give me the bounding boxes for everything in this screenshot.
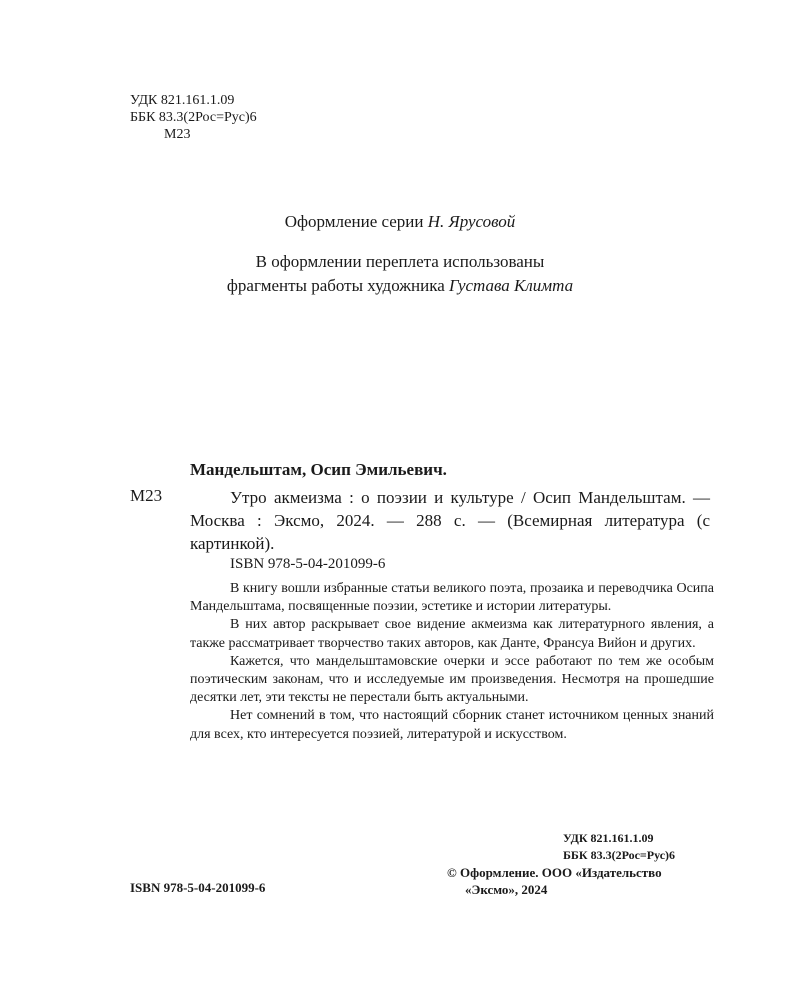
- copyright-notice: [447, 864, 662, 898]
- bottom-bbk-code: ББК 83.3(2Рос=Рус)6: [563, 848, 676, 862]
- annotation-paragraph: В книгу вошли избранные статьи великого поэта, прозаика и переводчика Осипа Мандельштама, посвященные поэзии, эстетике и истории литературы.: [190, 581, 714, 615]
- bibliographic-text: Утро акмеизма : о поэзии и культуре / Осип Мандельштам. — Москва : Эксмо, 2024. — 288 с. — (Всемирная литература (с картинкой).: [190, 488, 710, 553]
- artist-name: Густава Климта: [449, 276, 574, 295]
- annotation-paragraph: Нет сомнений в том, что настоящий сборник станет источником ценных знаний для всех, кто интересуется поэзией, литературой и искусством.: [190, 708, 714, 742]
- catalog-isbn: ISBN 978-5-04-201099-6: [230, 556, 386, 572]
- binding-note-prefix: фрагменты работы художника: [226, 276, 450, 295]
- author-mark: М23: [164, 127, 191, 142]
- copyright-line1: © Оформление. ООО «Издательство: [447, 865, 662, 880]
- binding-note: [0, 250, 800, 298]
- bibliographic-description: [190, 486, 710, 555]
- udk-code: УДК 821.161.1.09: [130, 93, 235, 108]
- copyright-line2: «Эксмо», 2024: [465, 882, 548, 897]
- author-heading: Мандельштам, Осип Эмильевич.: [190, 460, 447, 479]
- binding-note-line2: [0, 274, 800, 298]
- annotation: [190, 580, 714, 744]
- bottom-classification-codes: [563, 830, 675, 864]
- bbk-code: ББК 83.3(2Рос=Рус)6: [130, 110, 257, 125]
- bottom-udk-code: УДК 821.161.1.09: [563, 831, 654, 845]
- series-design-credit: [0, 212, 800, 232]
- binding-note-line1: В оформлении переплета использованы: [255, 252, 545, 271]
- catalog-author-mark: М23: [130, 486, 163, 505]
- annotation-paragraph: В них автор раскрывает свое видение акмеизма как литературного явления, а также рассматривает творчество таких авторов, как Данте, Франсуа Вийон и других.: [190, 617, 714, 651]
- footer-isbn: ISBN 978-5-04-201099-6: [130, 880, 266, 895]
- annotation-paragraph: Кажется, что мандельштамовские очерки и эссе работают по тем же особым поэтическим законам, что и исследуемые им произведения. Несмотря на прошедшие десятки лет, эти тексты не перестали быть актуальными.: [190, 653, 714, 706]
- series-designer-name: Н. Ярусовой: [427, 212, 516, 231]
- series-design-prefix: Оформление серии: [284, 212, 428, 231]
- top-classification-codes: [130, 92, 257, 143]
